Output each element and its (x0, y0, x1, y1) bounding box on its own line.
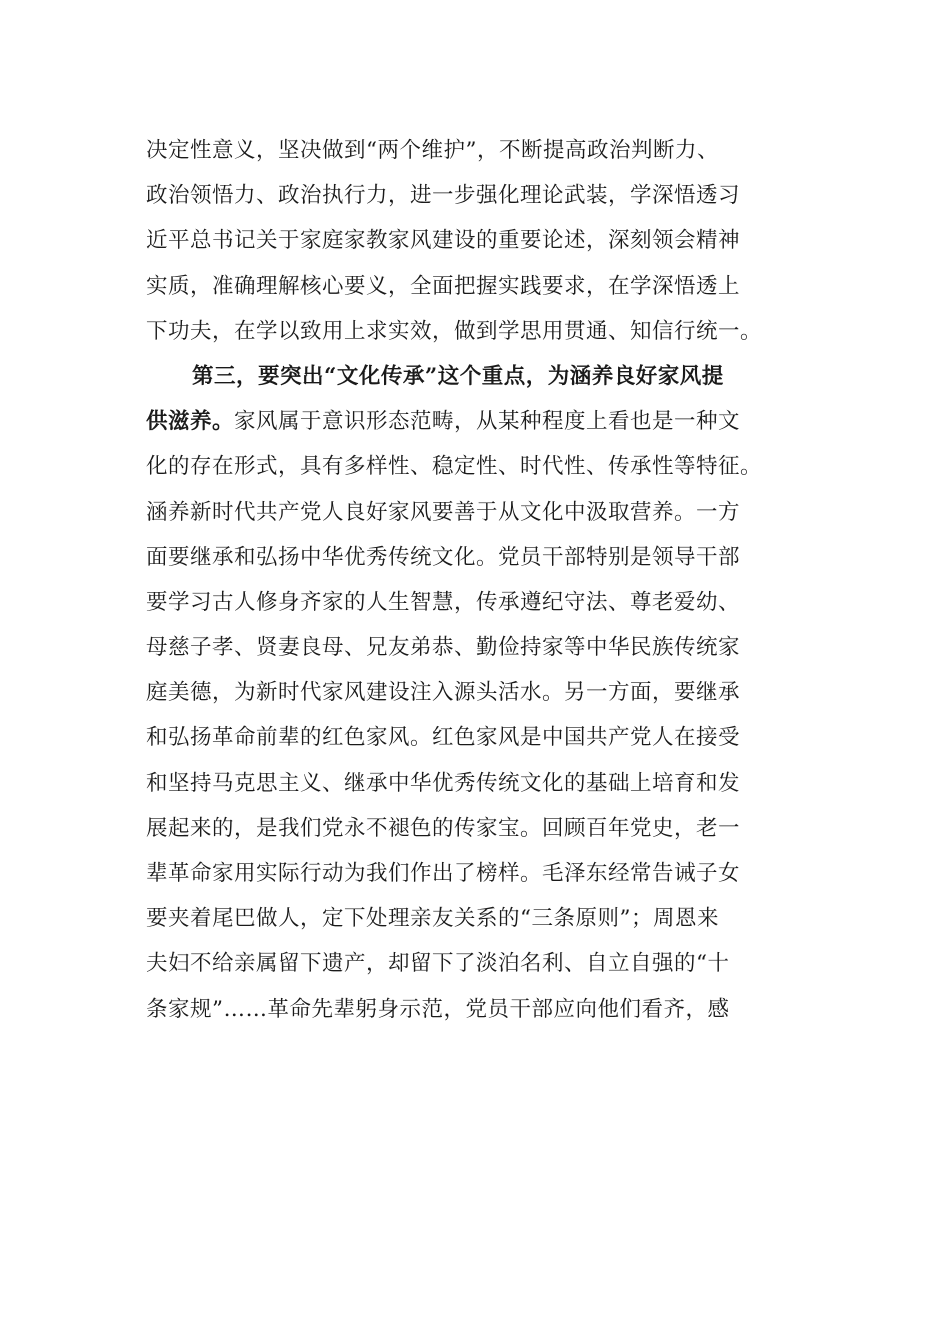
paragraph-text: 家风属于意识形态范畴，从某种程度上看也是一种文 (234, 409, 741, 435)
paragraph-line: 展起来的，是我们党永不褪色的传家宝。回顾百年党史，老一 (146, 815, 741, 841)
paragraph-line (146, 399, 806, 444)
paragraph-line: 母慈子孝、贤妻良母、兄友弟恭、勤俭持家等中华民族传统家 (146, 635, 741, 661)
section-heading: 第三，要突出“文化传承”这个重点，为涵养良好家风提 (192, 363, 724, 389)
paragraph-1 (146, 128, 806, 354)
paragraph-line: 政治领悟力、政治执行力，进一步强化理论武装，学深悟透习 (146, 183, 741, 209)
document-body (146, 128, 806, 1032)
paragraph-line: 下功夫，在学以致用上求实效，做到学思用贯通、知信行统一。 (146, 318, 763, 344)
paragraph-line: 近平总书记关于家庭家教家风建设的重要论述，深刻领会精神 (146, 228, 741, 254)
paragraph-line: 夫妇不给亲属留下遗产，却留下了淡泊名利、自立自强的“十 (146, 951, 730, 977)
section-heading-end: 供滋养。 (146, 409, 235, 435)
paragraph-line: 条家规”……革命先辈躬身示范，党员干部应向他们看齐，感 (146, 996, 730, 1022)
paragraph-line: 决定性意义，坚决做到“两个维护”，不断提高政治判断力、 (146, 138, 719, 163)
paragraph-line: 和弘扬革命前辈的红色家风。红色家风是中国共产党人在接受 (146, 725, 741, 751)
paragraph-line: 面要继承和弘扬中华优秀传统文化。党员干部特别是领导干部 (146, 544, 741, 570)
paragraph-line: 要学习古人修身齐家的人生智慧，传承遵纪守法、尊老爱幼、 (146, 589, 741, 615)
paragraph-line: 实质，准确理解核心要义，全面把握实践要求，在学深悟透上 (146, 273, 741, 299)
paragraph-2 (146, 354, 806, 1032)
paragraph-line: 庭美德，为新时代家风建设注入源头活水。另一方面，要继承 (146, 680, 741, 706)
paragraph-line: 涵养新时代共产党人良好家风要善于从文化中汲取营养。一方 (146, 499, 741, 525)
paragraph-line: 辈革命家用实际行动为我们作出了榜样。毛泽东经常告诫子女 (146, 861, 741, 886)
paragraph-line: 和坚持马克思主义、继承中华优秀传统文化的基础上培育和发 (146, 770, 741, 796)
paragraph-line: 化的存在形式，具有多样性、稳定性、时代性、传承性等特征。 (146, 454, 763, 480)
paragraph-line: 要夹着尾巴做人，定下处理亲友关系的“三条原则”；周恩来 (146, 906, 719, 932)
